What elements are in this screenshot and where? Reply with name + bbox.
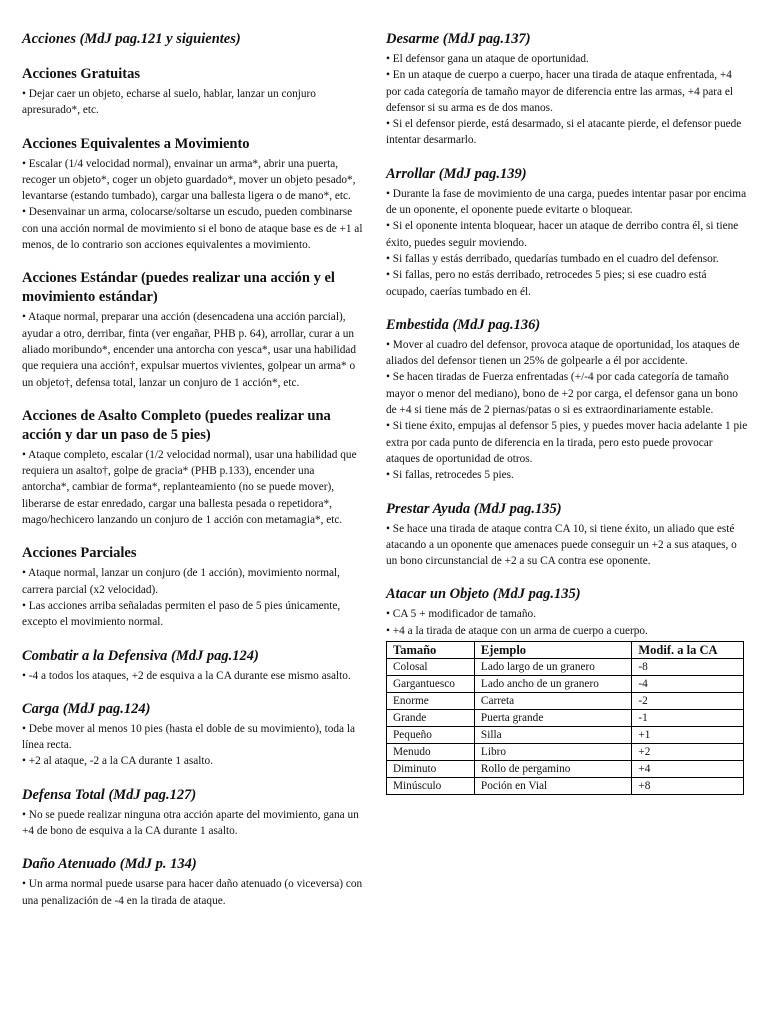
section-defensa-total-mdj-pag-127 bbox=[22, 786, 364, 840]
right-column bbox=[386, 30, 748, 795]
section-arrollar-mdj-pag-139 bbox=[386, 165, 748, 300]
section-heading: Desarme (MdJ pag.137) bbox=[386, 31, 531, 47]
cell-example: Lado ancho de un granero bbox=[474, 676, 631, 693]
section-heading: Defensa Total (MdJ pag.127) bbox=[22, 786, 197, 803]
cell-example: Poción en Vial bbox=[474, 778, 631, 795]
bullet-item: • Si fallas y estás derribado, quedarías tumbado en el cuadro del defensor. bbox=[386, 251, 748, 267]
bullet-item: • Ataque completo, escalar (1/2 velocidad normal), usar una habilidad que requiera un asalto†, golpe de gracia* (PHB p.133), encender una antorcha*, cambiar de forma*, replanteamiento (no se puede mover), liberarse de estar enredado, cargar una ballesta pesada o repetidora*, mago/hechicero lanzando un conjuro de 1 acción con metamagia*, etc. bbox=[22, 447, 364, 528]
bullet-item: • Dejar caer un objeto, echarse al suelo, hablar, lanzar un conjuro apresurado*, etc. bbox=[22, 86, 364, 119]
table-header-modifier: Modif. a la CA bbox=[632, 642, 744, 659]
table-row bbox=[387, 693, 744, 710]
cell-size: Pequeño bbox=[387, 727, 475, 744]
bullet-item: • Si el oponente intenta bloquear, hacer un ataque de derribo contra él, si tiene éxito, puedes seguir moviendo. bbox=[386, 218, 748, 251]
section-heading: Embestida (MdJ pag.136) bbox=[386, 316, 541, 333]
right-sections bbox=[386, 30, 748, 639]
cell-example: Puerta grande bbox=[474, 710, 631, 727]
bullet-item: • Las acciones arriba señaladas permiten el paso de 5 pies únicamente, excepto el movimiento normal. bbox=[22, 598, 364, 631]
section-dano-atenuado-mdj-p-134 bbox=[22, 855, 364, 909]
page-title: Acciones (MdJ pag.121 y siguientes) bbox=[22, 31, 241, 47]
bullet-item: • Desenvainar un arma, colocarse/soltarse un escudo, pueden combinarse con una acción normal de movimiento si el bono de ataque base es de +1 al menos, de lo contrario son acciones equivalentes a movimiento. bbox=[22, 204, 364, 253]
bullet-item: • +4 a la tirada de ataque con un arma de cuerpo a cuerpo. bbox=[386, 623, 748, 639]
section-heading: Acciones Gratuitas bbox=[22, 66, 140, 82]
bullet-item: • Si fallas, pero no estás derribado, retrocedes 5 pies; si ese cuadro está ocupado, caerías tumbado en él. bbox=[386, 267, 748, 300]
cell-example: Silla bbox=[474, 727, 631, 744]
table-body bbox=[387, 659, 744, 795]
table-row bbox=[387, 727, 744, 744]
bullet-item: • CA 5 + modificador de tamaño. bbox=[386, 606, 748, 622]
table-row bbox=[387, 778, 744, 795]
section-heading: Acciones Equivalentes a Movimiento bbox=[22, 135, 250, 152]
section-acciones-de-asalto-completo-puedes-reali bbox=[22, 407, 364, 528]
cell-modifier: -1 bbox=[632, 710, 744, 727]
table-header-example: Ejemplo bbox=[474, 642, 631, 659]
cell-modifier: +4 bbox=[632, 761, 744, 778]
cell-size: Menudo bbox=[387, 744, 475, 761]
section-heading: Prestar Ayuda (MdJ pag.135) bbox=[386, 500, 562, 517]
section-carga-mdj-pag-124 bbox=[22, 700, 364, 770]
cell-size: Diminuto bbox=[387, 761, 475, 778]
section-desarme-mdj-pag-137 bbox=[386, 30, 748, 149]
left-sections bbox=[22, 65, 364, 909]
section-acciones-equivalentes-a-movimiento bbox=[22, 135, 364, 254]
section-heading: Daño Atenuado (MdJ p. 134) bbox=[22, 856, 197, 873]
bullet-item: • Si el defensor pierde, está desarmado, si el atacante pierde, el defensor puede intentar desarmarlo. bbox=[386, 116, 748, 149]
bullet-item: • Mover al cuadro del defensor, provoca ataque de oportunidad, los ataques de aliados del defensor tienen un 25% de golpearle a él por accidente. bbox=[386, 337, 748, 370]
bullet-item: • +2 al ataque, -2 a la CA durante 1 asalto. bbox=[22, 753, 364, 769]
cell-example: Lado largo de un granero bbox=[474, 659, 631, 676]
section-heading: Atacar un Objeto (MdJ pag.135) bbox=[386, 586, 581, 603]
cell-size: Gargantuesco bbox=[387, 676, 475, 693]
cell-modifier: +1 bbox=[632, 727, 744, 744]
table-row bbox=[387, 710, 744, 727]
size-modifier-table bbox=[386, 641, 744, 795]
table-row bbox=[387, 659, 744, 676]
bullet-item: • Ataque normal, lanzar un conjuro (de 1 acción), movimiento normal, carrera parcial (x2 velocidad). bbox=[22, 565, 364, 598]
bullet-item: • Debe mover al menos 10 pies (hasta el doble de su movimiento), toda la línea recta. bbox=[22, 721, 364, 754]
table-header-size: Tamaño bbox=[387, 642, 475, 659]
bullet-item: • No se puede realizar ninguna otra acción aparte del movimiento, gana un +4 de bono de esquiva a la CA durante 1 asalto. bbox=[22, 807, 364, 840]
section-heading: Arrollar (MdJ pag.139) bbox=[386, 165, 527, 182]
section-acciones-parciales bbox=[22, 544, 364, 630]
cell-modifier: -4 bbox=[632, 676, 744, 693]
cell-modifier: +2 bbox=[632, 744, 744, 761]
table-header-row bbox=[387, 642, 744, 659]
section-combatir-a-la-defensiva-mdj-pag-124 bbox=[22, 647, 364, 684]
bullet-item: • Se hace una tirada de ataque contra CA 10, si tiene éxito, un aliado que esté atacando a un oponente que amenaces puede conseguir un +2 a sus ataques, o un bono circunstancial de +2 a su CA contra ese oponente. bbox=[386, 521, 748, 570]
bullet-item: • En un ataque de cuerpo a cuerpo, hacer una tirada de ataque enfrentada, +4 por cada categoría de tamaño mayor de diferencia entre las armas, +4 para el defensor si su arma es de dos manos. bbox=[386, 67, 748, 116]
cell-example: Rollo de pergamino bbox=[474, 761, 631, 778]
section-embestida-mdj-pag-136 bbox=[386, 316, 748, 484]
table-row bbox=[387, 676, 744, 693]
table-row bbox=[387, 744, 744, 761]
cell-example: Carreta bbox=[474, 693, 631, 710]
bullet-item: • Ataque normal, preparar una acción (desencadena una acción parcial), ayudar a otro, derribar, finta (ver engañar, PHB p. 64), arrollar, curar a un aliado moribundo*, encender una antorcha con yesca*, usar una habilidad que requiera una acción†, expulsar muertos vivientes, golpear un arma* o un objeto†, defensa total, lanzar un conjuro de 1 acción*, etc. bbox=[22, 309, 364, 390]
section-acciones-gratuitas bbox=[22, 65, 364, 119]
cell-modifier: -8 bbox=[632, 659, 744, 676]
bullet-item: • Durante la fase de movimiento de una carga, puedes intentar pasar por encima de un oponente, el oponente puede evitarte o bloquear. bbox=[386, 186, 748, 219]
section-heading: Combatir a la Defensiva (MdJ pag.124) bbox=[22, 647, 259, 664]
section-heading: Acciones Estándar (puedes realizar una acción y el movimiento estándar) bbox=[22, 270, 335, 306]
cell-size: Colosal bbox=[387, 659, 475, 676]
section-heading: Carga (MdJ pag.124) bbox=[22, 700, 151, 717]
bullet-item: • Se hacen tiradas de Fuerza enfrentadas (+/-4 por cada categoría de tamaño mayor o menor del mediano), bono de +2 por carga, el defensor gana un bono de +4 si tiene más de 2 piernas/patas o si es extraordinariamente estable. bbox=[386, 369, 748, 418]
cell-modifier: -2 bbox=[632, 693, 744, 710]
cell-size: Minúsculo bbox=[387, 778, 475, 795]
section-acciones-estandar-puedes-realizar-una-ac bbox=[22, 269, 364, 390]
left-column bbox=[22, 30, 364, 925]
cell-size: Grande bbox=[387, 710, 475, 727]
section-atacar-un-objeto-mdj-pag-135 bbox=[386, 585, 748, 639]
cell-modifier: +8 bbox=[632, 778, 744, 795]
bullet-item: • Escalar (1/4 velocidad normal), envainar un arma*, abrir una puerta, recoger un objeto*, coger un objeto guardado*, mover un objeto pesado*, levantarse (estando tumbado), cargar una ballesta ligera o de mano*, etc. bbox=[22, 156, 364, 205]
section-heading: Acciones de Asalto Completo (puedes realizar una acción y dar un paso de 5 pies) bbox=[22, 407, 331, 443]
bullet-item: • El defensor gana un ataque de oportunidad. bbox=[386, 51, 748, 67]
cell-example: Libro bbox=[474, 744, 631, 761]
section-prestar-ayuda-mdj-pag-135 bbox=[386, 500, 748, 570]
cell-size: Enorme bbox=[387, 693, 475, 710]
bullet-item: • Un arma normal puede usarse para hacer daño atenuado (o viceversa) con una penalización de -4 en la tirada de ataque. bbox=[22, 876, 364, 909]
table-row bbox=[387, 761, 744, 778]
bullet-item: • -4 a todos los ataques, +2 de esquiva a la CA durante ese mismo asalto. bbox=[22, 668, 364, 684]
bullet-item: • Si tiene éxito, empujas al defensor 5 pies, y puedes mover hacia adelante 1 pie extra por cada punto de diferencia en la tirada, pero esto puede provocar ataques de oportunidad de otros. bbox=[386, 418, 748, 467]
section-heading: Acciones Parciales bbox=[22, 545, 137, 562]
bullet-item: • Si fallas, retrocedes 5 pies. bbox=[386, 467, 748, 483]
